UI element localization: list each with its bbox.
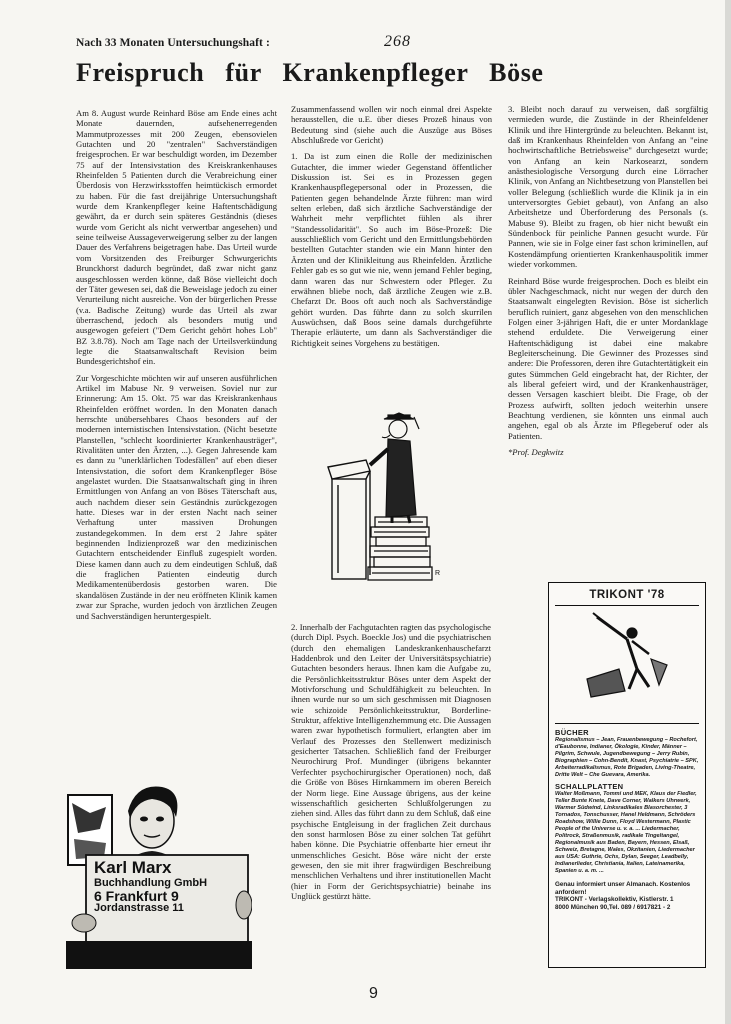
paragraph: 1. Da ist zum einen die Rolle der medizinischen Gutachter, die immer wieder Gegenstand öffentlicher Diskussion ist. Sei es in Prozessen gegen Krankenhauspflegepersonal oder in Prozessen, die Patienten gegen behandelnde Ärzte führen: man wird selten erleben, daß sich ärztliche Sachverständige der Wahrheit mehr verpflichtet fühlen als ihrer "Standessolidarität". So auch im Böse-Prozeß: Die ausschließlich vom Gericht und den Ermittlungsbehörden bestellten Gutachter standen wie ein Mann hinter den Ärzten und der Klinikleitung aus Rheinfelden. Ärztliche Fehler gab es so gut wie nie, wenn jemand Fehler beging, dann waren das nur Schwestern oder Pfleger. Zu erwähnen bliebe noch, daß ärztliche Zeugen wie z.B. Chefarzt Dr. Boos oft auch noch als Sachverständige gehört wurden. Das führte dann zu solch skurrilen Auswüchsen, daß Boos seine damals durchgeführte Therapie erläuterte, um dann als Sachverständiger die Richtigkeit seines Vorgehens zu bestätigen. [291, 151, 492, 348]
trikont-advertisement [548, 582, 706, 968]
ad-section-heading: SCHALLPLATTEN [555, 782, 624, 791]
paragraph: 2. Innerhalb der Fachgutachten ragten das psychologische (durch Dipl. Psych. Boeckle Jos) und die psychiatrischen (durch den ehemaligen Landeskrankenhauschefarzt Haddenbrok und den Leiter der Universitätspsychiatrie) Gutachten besonders heraus. Ihnen kam die Aufgabe zu, die Persönlichkeitsstruktur Böses unter dem Aspekt der Motivforschung und Schuldfähigkeit zu beleuchten. In ihnen wurde nur so um sich geschmissen mit Diagnosen wie schizoide Persönlichkeitsstruktur, Borderline-Struktur, affektive Intelligenzhemmung etc. Die Aussagen waren zwar hypothetisch formuliert, erlangten aber im Verlauf des Prozesses den Stellenwert medizinisch gesicherter Tatsachen. Schließlich fand der Freiburger Neurochirurg Prof. Mundinger (übrigens bekannter Verfechter psychochirurgischer Operationen) noch, daß die Größe von Böses Hirnkammern im oberen Bereich der Norm liege. Eine Aussage übrigens, aus der keine wissenschaftlich gesicherten Schlußfolgerungen zu ziehen sind. Alles das führt dann zu dem Schluß, daß eine psychische Entgleisung in der fraglichen Zeit durchaus den sonst harmlosen Böse zu einer solchen Tat geführt haben könne. Die Psychiatrie offenbarte hier erneut ihr unmenschliches Gesicht. Böse wäre nicht der erste gewesen, den sie mit ihrer fragwürdigen Beschreibung menschlichen Verhaltens und ihrer institutionellen Macht (hier in Form der Gerichtspsychiatrie) beinahe ins Unglück gestürzt hätte. [291, 622, 491, 901]
headline: Freispruch für Krankenpfleger Böse [76, 58, 544, 87]
bookshop-photo [66, 773, 252, 969]
sign-line: Karl Marx [94, 858, 172, 877]
ad-section-text: Walter Moßmann, Tommi und MEK, Klaus der Fiedler, Teller Bunte Knete, Dave Corner, Walkers Uhrwerk, Warmer Südwind, Linksradikales Blasorchester, 3 Tornados, Tonschusser, Hanel Heldmann, Schröders Roadshow, Willie Dunn, Floyd Westermann, Plastic People of the Universe u. v. a. ... Liedermacher, Politrock, Straßenmusik, radikale Tingeltangel, Regionalmusik aus Baden, Bayern, Hessen, Elsaß, Schweiz, Bretagne, Wales, Okzitanien, Liedermacher aus USA: Guthrie, Ochs, Dylan, Seeger, Leadbelly, Indianerlieder, Christiania, Italien, Lateinamerika, Spanien u. a. m. ... [555, 791, 697, 874]
ad-title: TRIKONT '78 [589, 589, 665, 601]
page-number: 9 [369, 985, 378, 1002]
author-signature: *Prof. Degkwitz [508, 447, 564, 457]
divider [555, 723, 699, 724]
svg-text:R: R [435, 570, 441, 577]
ad-illustration [577, 609, 677, 699]
ad-footer-line: TRIKONT - Verlagskollektiv, Kistlerstr. 1 [555, 896, 674, 904]
bookshop-sign [94, 859, 249, 914]
divider [555, 605, 699, 606]
handwritten-page-number: 268 [384, 33, 411, 50]
sign-line: 6 Frankfurt 9 [94, 888, 179, 904]
ad-section-heading: BÜCHER [555, 728, 589, 737]
paragraph: Zusammenfassend wollen wir noch einmal drei Aspekte herausstellen, die u.E. über dieses Prozeß hinaus von Bedeutung sind (siehe auch die Auszüge aus Böses Abschlußrede vor Gericht) [291, 104, 492, 146]
ad-body [555, 729, 700, 915]
article-column-2 [291, 104, 492, 354]
sign-line: Buchhandlung GmbH [94, 877, 208, 889]
paragraph: Reinhard Böse wurde freigesprochen. Doch es bleibt ein übler Nachgeschmack, nicht nur wegen der durch den Staatsanwalt eingelegten Revision. Böse ist sicherlich beruflich ruiniert, ganz abgesehen von den menschlichen Folgen einer 3-jährigen Haft, die er unter Mordanklage stehend erduldete. Die Verweigerung einer Haftentschädigung ist dabei eine makabre Begleiterscheinung. Die Gewinner des Prozesses sind andere: Die Professoren, deren ihre Gutachtertätigkeit ein gutes Sümmchen Geld eingebracht hat, der Richter, der als liberal gefeiert wird, und der Krankenhausträger, dessen Versagen kaschiert bleibt. Die Frage, ob der Prozess aufwirft, sollten jedoch weiterhin unsere Beachtung verdienen, sie könnten uns einmal auch angehen, egal ob als Ärzte im Pflegeberuf oder als Patienten. [508, 275, 708, 441]
article-column-3 [508, 104, 708, 463]
ad-section-text: Regionalismus – Jean, Frauenbewegung – Rochefort, d'Eaubonne, Indianer, Ökologie, Kinder, Männer – Pilgrim, Schwule, Jugendbewegung – Jerry Rubin, Biographien – Cohn-Bendit, Knast, Psychiatrie – SPK, Arbeiterradikalismus, Rote Brigaden, Living-Theatre, Dritte Welt – Che Guevara, Amerika. [555, 737, 699, 778]
paragraph: 3. Bleibt noch darauf zu verweisen, daß sorgfältig vermieden wurde, die Zustände in der Rheinfeldener Klinik und ihre Hintergründe zu beleuchten. Bekannt ist, daß im Krankenhaus Rheinfelden von Anfang an "eine hochwirtschaftliche Betriebsweise" durchgesetzt wurde; von Anfang an kein Narkosearzt, sondern anästhesiologische Versorgung durch eine Lörracher Klinik, von Anfang an Nichtbesetzung von Planstellen bei voller Belegung (schließlich wurde die Klinik ja in ein unterversorgtes Gebiet gebaut), von Anfang an also Arbeitshetze und Überforderung des Personals (s. Mabuse 9). Bleibt zu fragen, ob hier nicht bewußt ein Sündenbock für peinliche Pannen gesucht wurde. Für Pannen, wie sie in Folge einer fast schon kriminellen, auf Kostendämpfung orientierten Krankenhauspolitik immer wieder vorkommen. [508, 104, 709, 270]
ad-footer [555, 881, 700, 911]
article-column-1 [76, 108, 277, 627]
paragraph: Zur Vorgeschichte möchten wir auf unseren ausführlichen Artikel im Mabuse Nr. 9 verweisen. Soviel nur zur Erinnerung: Am 15. Okt. 75 war das Kreiskrankenhaus Rheinfelden eröffnet worden. In den Monaten danach herrschte unübersehbares Chaos besonders auf der modernen internistischen Intensivstation. (Nicht besetzte Planstellen, "schlecht koordinierter Krankenhausträger", Rivalitäten unter den Ärzten, ...). Gegen Jahresende kam es dann zu "unerklärlichen Todesfällen" auf eben dieser Intensivstation, die sofort dem Krankenpfleger Böse angelastet wurden. Die Staatsanwaltschaft ging in ihren Ermittlungen von Anfang an von Böses Täterschaft aus, auch nachdem dieser sein Geständnis zurückgezogen hatte. Dieses war in der ersten Nacht nach seiner Verhaftung unter massiven Drohungen zustandegekommen. In dem erst 2 Jahre später beginnenden Indizienprozeß war den medizinischen Gutachtern entscheidender Einfluß zugespielt worden. Diese kamen dann auch zu dem eindeutigen Schluß, daß die fraglichen Patienten eindeutig durch Medikamentenüberdosis gestorben waren. Die skandalösen Zustände in der neu eröffneten Klinik kamen zwar zur Sprache, wurden jedoch von ärztlichen Zeugen und Sachverständigen heruntergespielt. [76, 372, 277, 621]
kicker: Nach 33 Monaten Untersuchungshaft : [76, 37, 270, 49]
paragraph: Am 8. August wurde Reinhard Böse am Ende eines acht Monate dauernden, aufsehenerregenden Mammutprozesses mit 200 Zeugen, ebensovielen Gutachten und 20 "zentralen" Sachverständigen freigesprochen. Er war beschuldigt worden, im Dezember 75 auf der Intensivstation des Kreiskrankenhauses Rheinfelden 5 Patienten durch die Verabreichung einer Überdosis von Herzwirksstoffen heimtückisch ermordet zu haben. Für die fast dreijährige Untersuchungshaft wurde dem Krankenpfleger keine Haftentschädigung gewährt, da er durch sein späteres Geständnis (dieses wurde vom Gericht als nicht verwertbar angesehen) und seine teilweise Aussageverweigerung selber zu der langen Dauer des Verfahrens beigetragen habe. Das Urteil wurde vom Vorsitzenden des Freiburger Schwurgerichts Brunckhorst dadurch begründet, daß zwar nicht ganz ausgeschlossen werden könne, daß Böse vielleicht doch der Täter gewesen sei, daß die Beweislage jedoch zu einer Verurteilung nicht ausreiche. Von der bürgerlichen Presse (v.a. Badische Zeitung) wurde das Urteil als zwar überraschend, jedoch als besonders mutig und ausgewogen gefeiert ("Dem Gericht gehört hohes Lob" BZ 3.8.78). Noch am Tage nach der Urteilsverkündung legte die Staatsanwaltschaft Revision beim Bundesgerichtshof ein. [76, 108, 277, 367]
ad-footer-line: Genau informiert unser Almanach. Kostenlos anfordern! [555, 881, 691, 896]
sign-line: Jordanstrasse 11 [94, 902, 184, 914]
cartoon-lecturer-illustration [318, 405, 453, 585]
article-column-2-continued [291, 622, 491, 907]
ad-footer-line: 8000 München 90,Tel. 089 / 6917821 - 2 [555, 903, 671, 911]
